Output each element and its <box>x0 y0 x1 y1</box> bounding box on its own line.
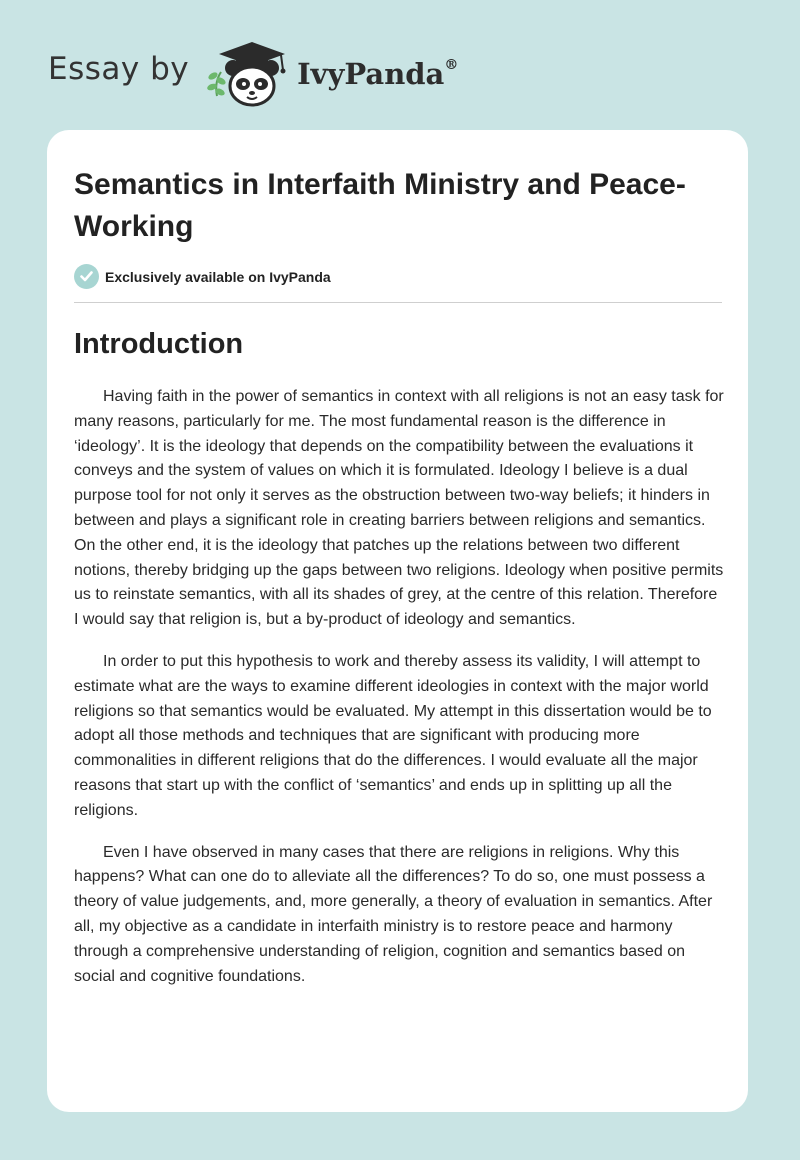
essay-by-label: Essay by <box>48 51 190 87</box>
brand-name[interactable] <box>297 57 458 91</box>
registered-mark: ® <box>444 57 459 74</box>
paragraph-2: In order to put this hypothesis to work and thereby assess its validity, I will attempt to estimate what are the ways to examine different ideologies in context with the major world religions so that semantics would be evaluated. My attempt in this dissertation would be to adopt all those methods and techniques that are significant with producing more commonalities in different religions that do the differences. I would evaluate all the major reasons that start up with the conflict of ‘semantics’ and ends up in splitting up all the religions. <box>74 652 712 819</box>
site-header <box>48 36 458 108</box>
article-card <box>47 130 748 1112</box>
article-body <box>74 385 724 1006</box>
exclusive-badge-text: Exclusively available on IvyPanda <box>105 268 331 285</box>
panda-graduate-logo-icon[interactable] <box>203 36 293 108</box>
paragraph-1: Having faith in the power of semantics in context with all religions is not an easy task for many reasons, particularly for me. The most fundamental reason is the difference in ‘ideology’. It is the ideology that depends on the compatibility between the evaluations it conveys and the system of values on which it is formulated. Ideology I believe is a dual purpose tool for not only it serves as the obstruction between two-way beliefs; it hinders in between and plays a significant role in creating barriers between religions and semantics. On the other end, it is the ideology that patches up the relations between two different notions, thereby bridging up the gaps between two religions. Ideology when positive permits us to reinstate semantics, with all its shades of grey, at the centre of this relation. Therefore I would say that religion is, but a by-product of ideology and semantics. <box>74 388 724 629</box>
exclusive-badge <box>74 264 331 289</box>
divider <box>74 302 722 303</box>
section-heading-introduction: Introduction <box>74 328 244 360</box>
article-title: Semantics in Interfaith Ministry and Peace-Working <box>74 168 686 243</box>
paragraph-3: Even I have observed in many cases that there are religions in religions. Why this happens? What can one do to alleviate all the differences? To do so, one must possess a theory of value judgements, and, more generally, a theory of evaluation in semantics. After all, my objective as a candidate in interfaith ministry is to restore peace and harmony through a comprehensive understanding of religion, cognition and semantics based on social and cognitive foundations. <box>74 843 713 985</box>
brand-name-text: IvyPanda <box>297 57 445 91</box>
check-circle-icon <box>74 264 99 289</box>
